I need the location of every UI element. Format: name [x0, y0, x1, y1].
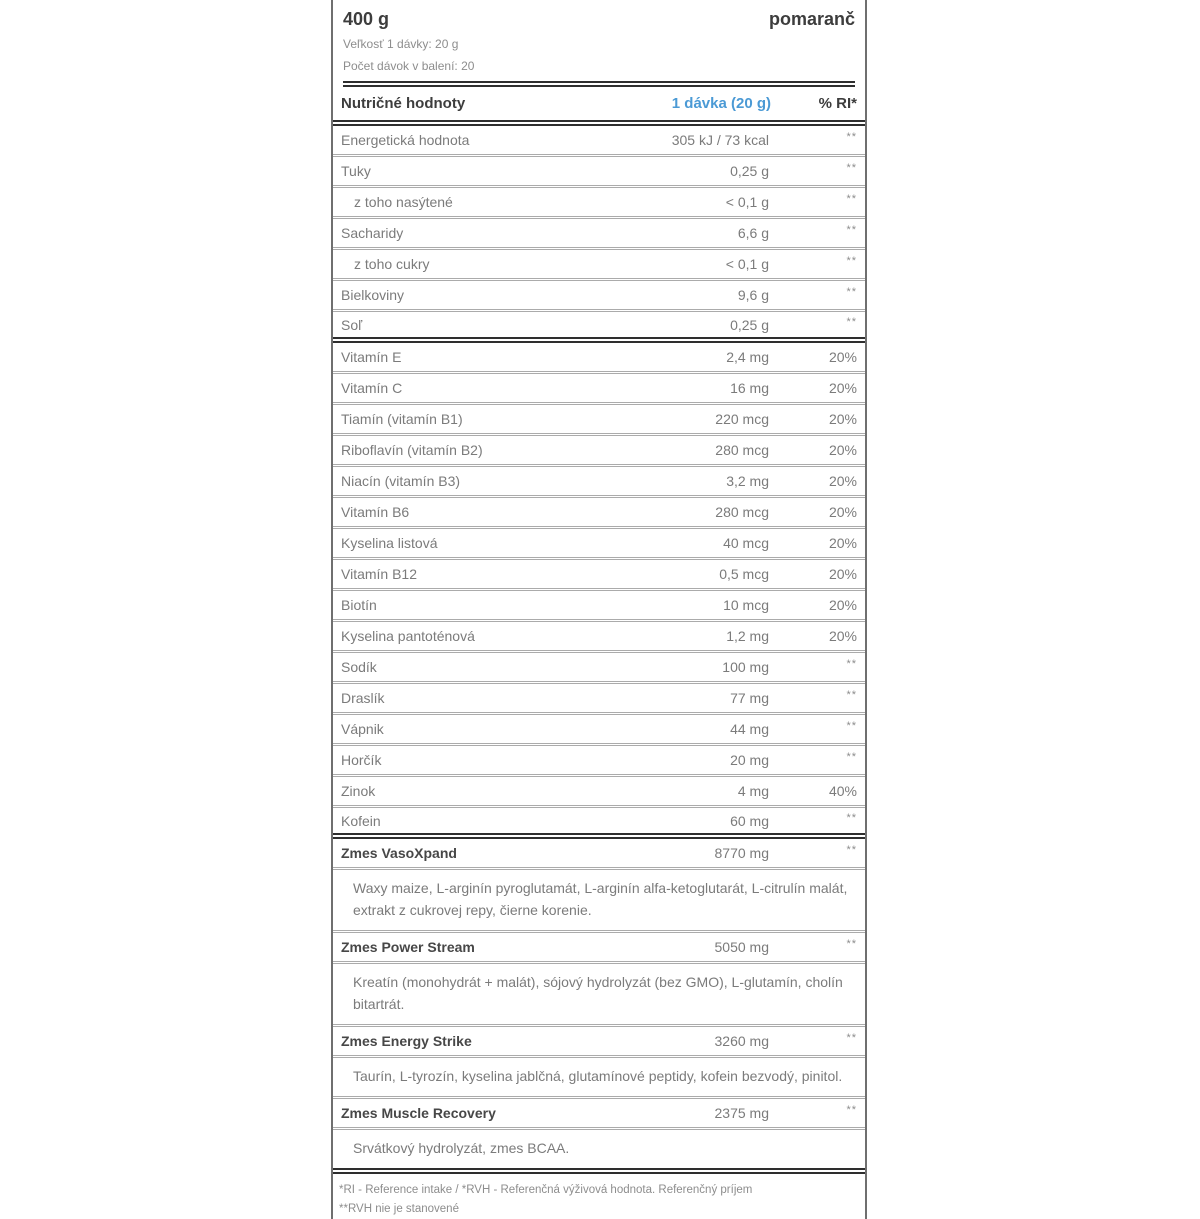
- row-ri: 20%: [828, 380, 857, 396]
- row-ri: **: [846, 224, 857, 236]
- row-label: Kofein: [341, 812, 381, 829]
- column-header-ri: % RI*: [818, 95, 857, 112]
- row-value: 0,25 g: [730, 316, 769, 333]
- row-ri: **: [846, 1104, 857, 1116]
- row-ri: **: [846, 131, 857, 143]
- table-row-blend: [333, 933, 865, 964]
- row-label: Soľ: [341, 316, 363, 333]
- row-value: 1,2 mg: [726, 628, 769, 644]
- row-value: 305 kJ / 73 kcal: [671, 132, 769, 148]
- table-row: [333, 715, 865, 746]
- row-ri: **: [846, 193, 857, 205]
- table-row: [333, 188, 865, 219]
- table-row: [333, 436, 865, 467]
- table-row: [333, 374, 865, 405]
- row-value: < 0,1 g: [725, 256, 769, 272]
- row-ri: **: [846, 720, 857, 732]
- table-row: [333, 312, 865, 343]
- table-row: [333, 281, 865, 312]
- table-row: [333, 343, 865, 374]
- row-label: Tiamín (vitamín B1): [341, 411, 463, 427]
- row-value: 3,2 mg: [726, 473, 769, 489]
- row-value: 220 mcg: [715, 411, 769, 427]
- row-ri: **: [846, 315, 857, 328]
- table-row: [333, 622, 865, 653]
- row-value: 10 mcg: [723, 597, 769, 613]
- row-value: 0,5 mcg: [719, 566, 769, 582]
- row-label: Vitamín B12: [341, 566, 418, 582]
- row-label: Vápnik: [341, 721, 384, 737]
- row-ri: **: [846, 658, 857, 670]
- row-ri: 20%: [828, 411, 857, 427]
- table-row-blend: [333, 1027, 865, 1058]
- row-ri: **: [846, 255, 857, 267]
- column-header-per-serving: 1 dávka (20 g): [671, 95, 771, 112]
- row-ri: 20%: [828, 349, 857, 365]
- column-header-name: Nutričné hodnoty: [341, 95, 466, 112]
- row-ri: **: [846, 1032, 857, 1044]
- row-value: 8770 mg: [714, 845, 769, 861]
- table-row: [333, 250, 865, 281]
- row-ri: **: [846, 751, 857, 763]
- row-ri: **: [846, 286, 857, 298]
- row-value: 60 mg: [730, 812, 769, 829]
- row-label: Zinok: [341, 783, 376, 799]
- table-row: [333, 777, 865, 808]
- row-value: 3260 mg: [714, 1033, 769, 1049]
- table-row: [333, 467, 865, 498]
- table-row: [333, 157, 865, 188]
- row-value: 6,6 g: [737, 225, 769, 241]
- table-row: [333, 746, 865, 777]
- row-label: Riboflavín (vitamín B2): [341, 442, 483, 458]
- row-value: 280 mcg: [715, 504, 769, 520]
- table-row: [333, 126, 865, 157]
- row-ri: 20%: [828, 597, 857, 613]
- table-row: [333, 529, 865, 560]
- row-value: 100 mg: [722, 659, 769, 675]
- row-label: Horčík: [341, 752, 382, 768]
- row-value: 77 mg: [730, 690, 769, 706]
- row-value: 16 mg: [730, 380, 769, 396]
- row-value: 20 mg: [730, 752, 769, 768]
- table-row-blend: [333, 839, 865, 870]
- product-weight: 400 g: [343, 9, 390, 29]
- row-ri: **: [846, 689, 857, 701]
- row-value: 4 mg: [737, 783, 769, 799]
- row-label: Vitamín E: [341, 349, 402, 365]
- row-ri: **: [846, 811, 857, 824]
- row-value: 9,6 g: [737, 287, 769, 303]
- row-ri: **: [846, 938, 857, 950]
- row-label: Zmes Power Stream: [341, 939, 475, 955]
- blend-ingredients: Srvátkový hydrolyzát, zmes BCAA.: [333, 1130, 865, 1174]
- row-label: Tuky: [341, 163, 371, 179]
- row-value: 2375 mg: [714, 1105, 769, 1121]
- row-ri: 40%: [828, 783, 857, 799]
- table-header-row: [333, 87, 865, 126]
- row-ri: 20%: [828, 442, 857, 458]
- nutrition-label: [331, 0, 867, 1219]
- footnote-line: **RVH nie je stanovené: [339, 1203, 459, 1215]
- table-row: [333, 219, 865, 250]
- row-label: Sodík: [341, 659, 377, 675]
- table-row: [333, 808, 865, 839]
- row-label: Vitamín B6: [341, 504, 410, 520]
- row-value: 40 mcg: [723, 535, 769, 551]
- row-ri: 20%: [828, 504, 857, 520]
- table-row: [333, 684, 865, 715]
- row-value: 280 mcg: [715, 442, 769, 458]
- blend-ingredients: Taurín, L-tyrozín, kyselina jablčná, glutamínové peptidy, kofein bezvodý, pinitol.: [333, 1058, 865, 1099]
- label-header: [333, 0, 865, 87]
- row-label: z toho cukry: [354, 256, 430, 272]
- row-ri: **: [846, 162, 857, 174]
- row-label: Energetická hodnota: [341, 132, 470, 148]
- servings-count-line: Počet dávok v balení: 20: [343, 59, 475, 73]
- table-row: [333, 591, 865, 622]
- footnotes: [333, 1174, 865, 1219]
- blend-ingredients: Kreatín (monohydrát + malát), sójový hydrolyzát (bez GMO), L-glutamín, cholín bitartrát.: [333, 964, 865, 1027]
- row-value: 0,25 g: [730, 163, 769, 179]
- row-value: 5050 mg: [714, 939, 769, 955]
- product-flavor: pomaranč: [768, 9, 855, 29]
- row-label: Kyselina listová: [341, 535, 438, 551]
- row-label: Bielkoviny: [341, 287, 405, 303]
- row-ri: 20%: [828, 535, 857, 551]
- table-row: [333, 560, 865, 591]
- row-label: Biotín: [341, 597, 377, 613]
- row-label: Vitamín C: [341, 380, 403, 396]
- row-label: Sacharidy: [341, 225, 404, 241]
- row-value: 2,4 mg: [726, 349, 769, 365]
- table-row-blend: [333, 1099, 865, 1130]
- table-row: [333, 498, 865, 529]
- row-ri: **: [846, 844, 857, 856]
- row-value: < 0,1 g: [725, 194, 769, 210]
- blend-ingredients: Waxy maize, L-arginín pyroglutamát, L-arginín alfa-ketoglutarát, L-citrulín malát, extrakt z cukrovej repy, čierne korenie.: [333, 870, 865, 933]
- table-row: [333, 405, 865, 436]
- footnote-line: *RI - Reference intake / *RVH - Referenčná výživová hodnota. Referenčný príjem: [339, 1184, 753, 1196]
- row-ri: 20%: [828, 566, 857, 582]
- row-label: Zmes VasoXpand: [341, 845, 457, 861]
- row-ri: 20%: [828, 628, 857, 644]
- row-label: Niacín (vitamín B3): [341, 473, 461, 489]
- row-label: Draslík: [341, 690, 385, 706]
- serving-size-line: Veľkosť 1 dávky: 20 g: [343, 37, 459, 51]
- row-value: 44 mg: [730, 721, 769, 737]
- row-label: Kyselina pantoténová: [341, 628, 475, 644]
- row-label: Zmes Muscle Recovery: [341, 1105, 496, 1121]
- row-label: z toho nasýtené: [354, 194, 453, 210]
- table-row: [333, 653, 865, 684]
- row-label: Zmes Energy Strike: [341, 1033, 472, 1049]
- row-ri: 20%: [828, 473, 857, 489]
